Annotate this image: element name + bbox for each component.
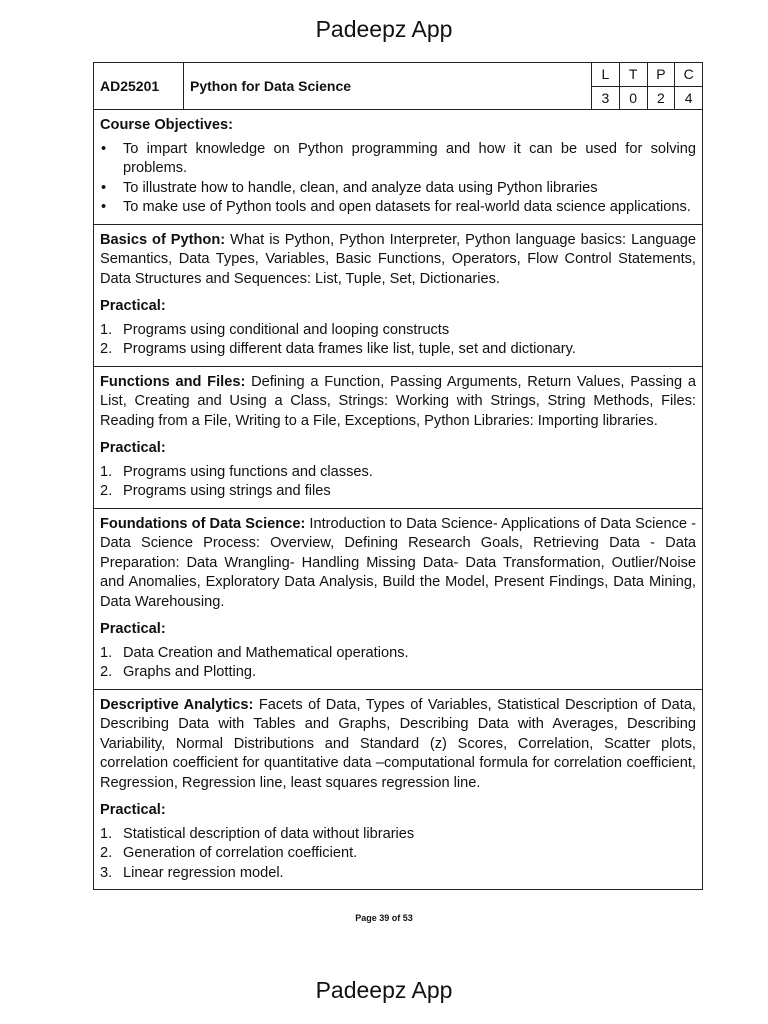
unit-content: Introduction to Data Science- Applications of Data Science - Data Science Process: Overview, Defining Research Goals, Retrieving Data - Data Preparation: Data Wrangling- Handling Missing Data- Data Transformation, Outlier/Noise and Anomalies, Exploratory Data Analysis, Build the Model, Present Findings, Data Mining, Data Warehousing. (100, 515, 696, 610)
practical-heading: Practical: (100, 440, 166, 456)
ltpc-header-l: L (592, 63, 620, 86)
practical-number: 1. (100, 463, 113, 480)
unit-heading: Basics of Python: (100, 231, 226, 248)
course-header-row (94, 63, 702, 110)
practical-item (100, 644, 696, 664)
practical-item (100, 864, 696, 884)
page-number: 39 (379, 913, 390, 923)
course-code: AD25201 (94, 63, 184, 109)
objectives-section (94, 110, 702, 225)
unit-content: Defining a Function, Passing Arguments, Return Values, Passing a List, Creating and Using a Class, Strings: Working with Strings, String Methods, Files: Reading from a File, Writing to a File, Exceptions, Python Libraries: Importing libraries. (100, 373, 697, 429)
page-of: of (391, 913, 401, 923)
practical-number: 2. (100, 341, 113, 357)
practical-text: Linear regression model. (123, 864, 284, 881)
unit-section-basics (94, 225, 702, 367)
unit-section-descriptive (94, 690, 702, 890)
ltpc-value-p: 2 (648, 87, 676, 110)
unit-description (100, 515, 696, 613)
unit-section-functions (94, 367, 702, 509)
app-title-bottom: Padeepz App (315, 977, 453, 1003)
ltpc-value-l: 3 (592, 87, 620, 110)
objective-item: • To make use of Python tools and open datasets for real-world data science applications. (100, 198, 696, 218)
practical-text: Programs using different data frames like list, tuple, set and dictionary. (123, 341, 576, 357)
unit-section-foundations (94, 509, 702, 690)
page-footer (0, 913, 768, 923)
practical-item (100, 482, 696, 502)
practical-item (100, 321, 696, 341)
practical-item (100, 844, 696, 864)
practical-heading: Practical: (100, 298, 166, 314)
practical-number: 1. (100, 644, 113, 661)
practical-text: Statistical description of data without libraries (123, 825, 415, 842)
unit-heading: Functions and Files: (100, 373, 246, 390)
practical-text: Generation of correlation coefficient. (123, 845, 358, 861)
practical-text: Programs using conditional and looping constructs (123, 321, 450, 338)
page-total: 53 (402, 913, 413, 923)
practical-item (100, 340, 696, 360)
objectives-list (100, 140, 696, 218)
practical-number: 2. (100, 845, 113, 861)
unit-content: What is Python, Python Interpreter, Python language basics: Language Semantics, Data Types, Variables, Basic Functions, Operators, Flow Control Statements, Data Structures and Sequences: List, Tuple, Set, Dictionaries. (100, 231, 696, 287)
practical-item (100, 663, 696, 683)
course-name: Python for Data Science (184, 63, 592, 109)
unit-description (100, 373, 696, 432)
unit-description (100, 231, 696, 290)
practical-list (100, 644, 696, 683)
practical-list (100, 321, 696, 360)
ltpc-header-c: C (683, 66, 694, 83)
practical-text: Data Creation and Mathematical operations. (123, 644, 409, 661)
practical-text: Programs using strings and files (123, 483, 331, 499)
page-prefix: Page (355, 913, 377, 923)
practical-heading: Practical: (100, 621, 166, 637)
practical-text: Graphs and Plotting. (123, 664, 257, 680)
objective-item: • To impart knowledge on Python programming and how it can be used for solving problems. (100, 140, 696, 179)
ltpc-value-t: 0 (620, 87, 648, 110)
practical-heading: Practical: (100, 802, 166, 818)
ltpc-grid (592, 63, 702, 109)
practical-text: Programs using functions and classes. (123, 463, 373, 480)
practical-number: 3. (100, 864, 113, 881)
practical-number: 2. (100, 483, 113, 499)
ltpc-header-row (592, 63, 702, 87)
practical-number: 1. (100, 825, 113, 842)
ltpc-value-row (592, 87, 702, 110)
practical-number: 1. (100, 321, 113, 338)
unit-description (100, 696, 696, 794)
ltpc-header-p: P (648, 63, 676, 86)
objectives-heading: Course Objectives: (100, 117, 234, 133)
syllabus-table (93, 62, 703, 890)
app-title-top: Padeepz App (315, 16, 453, 42)
unit-heading: Foundations of Data Science: (100, 515, 306, 532)
practical-number: 2. (100, 664, 113, 680)
ltpc-value-c: 4 (684, 89, 693, 106)
practical-item (100, 825, 696, 845)
objective-item: • To illustrate how to handle, clean, and analyze data using Python libraries (100, 179, 696, 199)
ltpc-header-t: T (620, 63, 648, 86)
practical-list (100, 463, 696, 502)
practical-list (100, 825, 696, 884)
unit-content: Facets of Data, Types of Variables, Statistical Description of Data, Describing Data with Tables and Graphs, Describing Data with Averages, Describing Variability, Normal Distributions and Standard (z) Scores, Correlation, Scatter plots, correlation coefficient for quantitative data –computational formula for correlation coefficient, Regression, Regression line, least squares regression line. (100, 696, 696, 791)
unit-heading: Descriptive Analytics: (100, 696, 254, 713)
practical-item (100, 463, 696, 483)
